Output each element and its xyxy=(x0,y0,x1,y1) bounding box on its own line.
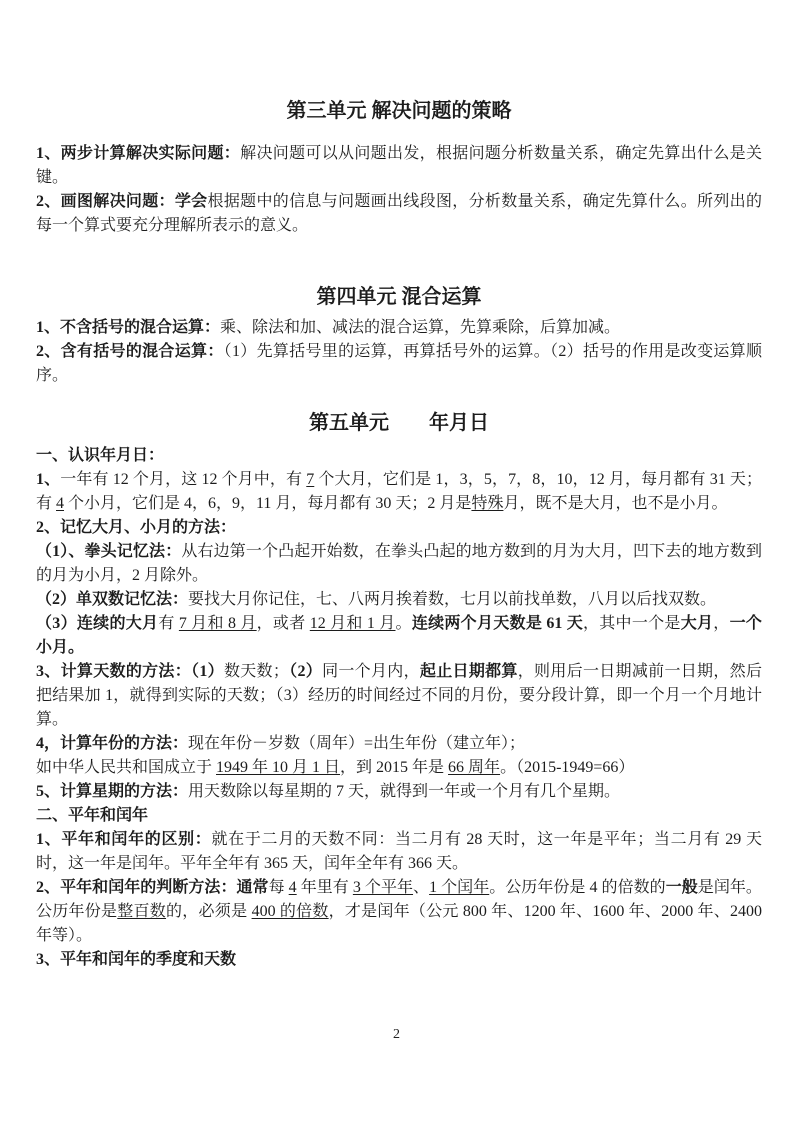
text-run: （1）先算括号里的运算，再算括号外的运算。（2）括号的作用是改变运算顺序。 xyxy=(36,343,762,384)
paragraph-fist-method xyxy=(36,540,762,588)
paragraph-year-calculation xyxy=(36,732,762,756)
paragraph-odd-even-method xyxy=(36,588,762,612)
text-run: （2）单双数记忆法： xyxy=(36,591,189,608)
text-run: 用天数除以每星期的 7 天，就得到一年或一个月有几个星期。 xyxy=(188,783,621,800)
text-run: 4 xyxy=(56,495,65,512)
text-run: 1、两步计算解决实际问题： xyxy=(36,145,241,162)
paragraph-leap-judgement xyxy=(36,876,762,948)
text-run: 。公历年份是 4 的倍数的 xyxy=(489,879,666,896)
paragraph-week-calculation xyxy=(36,780,762,804)
text-run: 一般 xyxy=(665,879,698,896)
text-run: 。（2015-1949=66） xyxy=(500,759,635,776)
text-run: 、 xyxy=(413,879,430,896)
text-run: ， xyxy=(713,615,730,632)
text-run: 3、平年和闰年的季度和天数 xyxy=(36,951,237,968)
paragraph-two-step-problems xyxy=(36,142,762,190)
text-run: （2） xyxy=(288,663,323,680)
text-run: ，到 2015 年是 xyxy=(340,759,449,776)
text-run: 一年有 12 个月，这 12 个月中，有 xyxy=(60,471,307,488)
text-run: 2、含有括号的混合运算： xyxy=(36,343,224,360)
text-run: ，其中一个是 xyxy=(582,615,681,632)
text-run: 乘、除法和加、减法的混合运算，先算乘除，后算加减。 xyxy=(220,319,621,336)
text-run: 一个小月。 xyxy=(36,615,762,656)
text-run: 1、 xyxy=(36,471,61,488)
paragraph-memorize-methods-heading xyxy=(36,516,762,540)
text-run: （1）、拳头记忆法： xyxy=(36,543,182,560)
text-run: 大月 xyxy=(680,615,714,632)
text-run: 4，计算年份的方法： xyxy=(36,735,189,752)
text-run: 有 xyxy=(158,615,179,632)
section-unit-4 xyxy=(36,284,762,388)
text-run: 个大月，它们是 1，3，5，7，8，10，12 月，每月都有 31 天；有 xyxy=(36,471,762,512)
text-run: 每 xyxy=(268,879,289,896)
text-run: 二、平年和闰年 xyxy=(36,807,149,824)
text-run: ，才是闰年（公元 800 年、1200 年、1600 年、2000 年、2400 年等）。 xyxy=(36,903,762,944)
text-run: 年里有 xyxy=(296,879,353,896)
paragraph-draw-diagram xyxy=(36,190,762,238)
text-run: 从右边第一个凸起开始数，在拳头凸起的地方数到的月为大月，凹下去的地方数到的月为小月，2 月除外。 xyxy=(36,543,762,584)
text-run: 7 月和 8 月 xyxy=(178,615,257,632)
unit-5-title: 第五单元 年月日 xyxy=(309,412,489,434)
text-run: 1949 年 10 月 1 日 xyxy=(216,759,341,776)
paragraph-know-ymd-heading xyxy=(36,444,762,468)
text-run: 2、记忆大月、小月的方法： xyxy=(36,519,237,536)
section-unit-3 xyxy=(36,98,762,238)
text-run: 1 个闰年 xyxy=(429,879,490,896)
paragraph-months-overview xyxy=(36,468,762,516)
text-run: 连续两个月天数是 61 天 xyxy=(411,615,583,632)
paragraph-common-leap-heading xyxy=(36,804,762,828)
text-run: 起止日期都算 xyxy=(419,663,518,680)
text-run: 根据题中的信息与问题画出线段图，分析数量关系，确定先算什么。所列出的每一个算式要充分理解所表示的意义。 xyxy=(36,193,762,234)
unit-4-title: 第四单元 混合运算 xyxy=(316,286,482,308)
text-run: 就在于二月的天数不同：当二月有 28 天时，这一年是平年；当二月有 29 天时，这一年是闰年。平年全年有 365 天，闰年全年有 366 天。 xyxy=(36,831,762,872)
text-run: 。 xyxy=(395,615,412,632)
unit-3-title: 第三单元 解决问题的策略 xyxy=(286,100,512,122)
text-run: ，则用后一日期减前一日期，然后把结果加 1，就得到实际的天数；（3）经历的时间经过不同的月份，要分段计算，即一个月一个月地计算。 xyxy=(36,663,762,728)
paragraph-with-brackets xyxy=(36,340,762,388)
paragraph-leap-difference xyxy=(36,828,762,876)
text-run: 数天数； xyxy=(223,663,289,680)
paragraph-leap-quarters-heading xyxy=(36,948,762,972)
text-run: 现在年份－岁数（周年）=出生年份（建立年）； xyxy=(188,735,526,752)
text-run: 2、平年和闰年的判断方法：通常 xyxy=(36,879,269,896)
text-run: 同一个月内， xyxy=(322,663,420,680)
text-run: 整百数 xyxy=(117,903,167,920)
text-run: 12 月和 1 月 xyxy=(309,615,396,632)
text-run: 1、不含括号的混合运算： xyxy=(36,319,221,336)
text-run: 2、画图解决问题：学会 xyxy=(36,193,208,210)
text-run: 66 周年 xyxy=(448,759,501,776)
paragraph-no-brackets xyxy=(36,316,762,340)
text-run: 5、计算星期的方法： xyxy=(36,783,189,800)
text-run: 是闰年。公历年份是 xyxy=(36,879,762,920)
paragraph-prc-example xyxy=(36,756,762,780)
text-run: 要找大月你记住，七、八两月挨着数，七月以前找单数，八月以后找双数。 xyxy=(188,591,717,608)
text-run: 1、平年和闰年的区别： xyxy=(36,831,212,848)
section-unit-5 xyxy=(36,410,762,972)
text-run: ，或者 xyxy=(256,615,310,632)
page-number: 2 xyxy=(393,1027,400,1042)
text-run: 如中华人民共和国成立于 xyxy=(36,759,217,776)
text-run: 400 的倍数 xyxy=(251,903,329,920)
text-run: 3 个平年 xyxy=(352,879,414,896)
text-run: 7 xyxy=(306,471,315,488)
text-run: 一、认识年月日： xyxy=(36,447,165,464)
text-run: 3、计算天数的方法：（1） xyxy=(36,663,224,680)
paragraph-count-days-method xyxy=(36,660,762,732)
text-run: 4 xyxy=(288,879,297,896)
text-run: 月，既不是大月，也不是小月。 xyxy=(503,495,728,512)
paragraph-consecutive-big-months xyxy=(36,612,762,660)
text-run: 的，必须是 xyxy=(166,903,252,920)
text-run: 个小月，它们是 4，6，9，11 月，每月都有 30 天；2 月是 xyxy=(64,495,472,512)
text-run: （3）连续的大月 xyxy=(36,615,159,632)
text-run: 特殊 xyxy=(471,495,504,512)
text-run: 解决问题可以从问题出发，根据问题分析数量关系，确定先算出什么是关键。 xyxy=(36,145,762,186)
